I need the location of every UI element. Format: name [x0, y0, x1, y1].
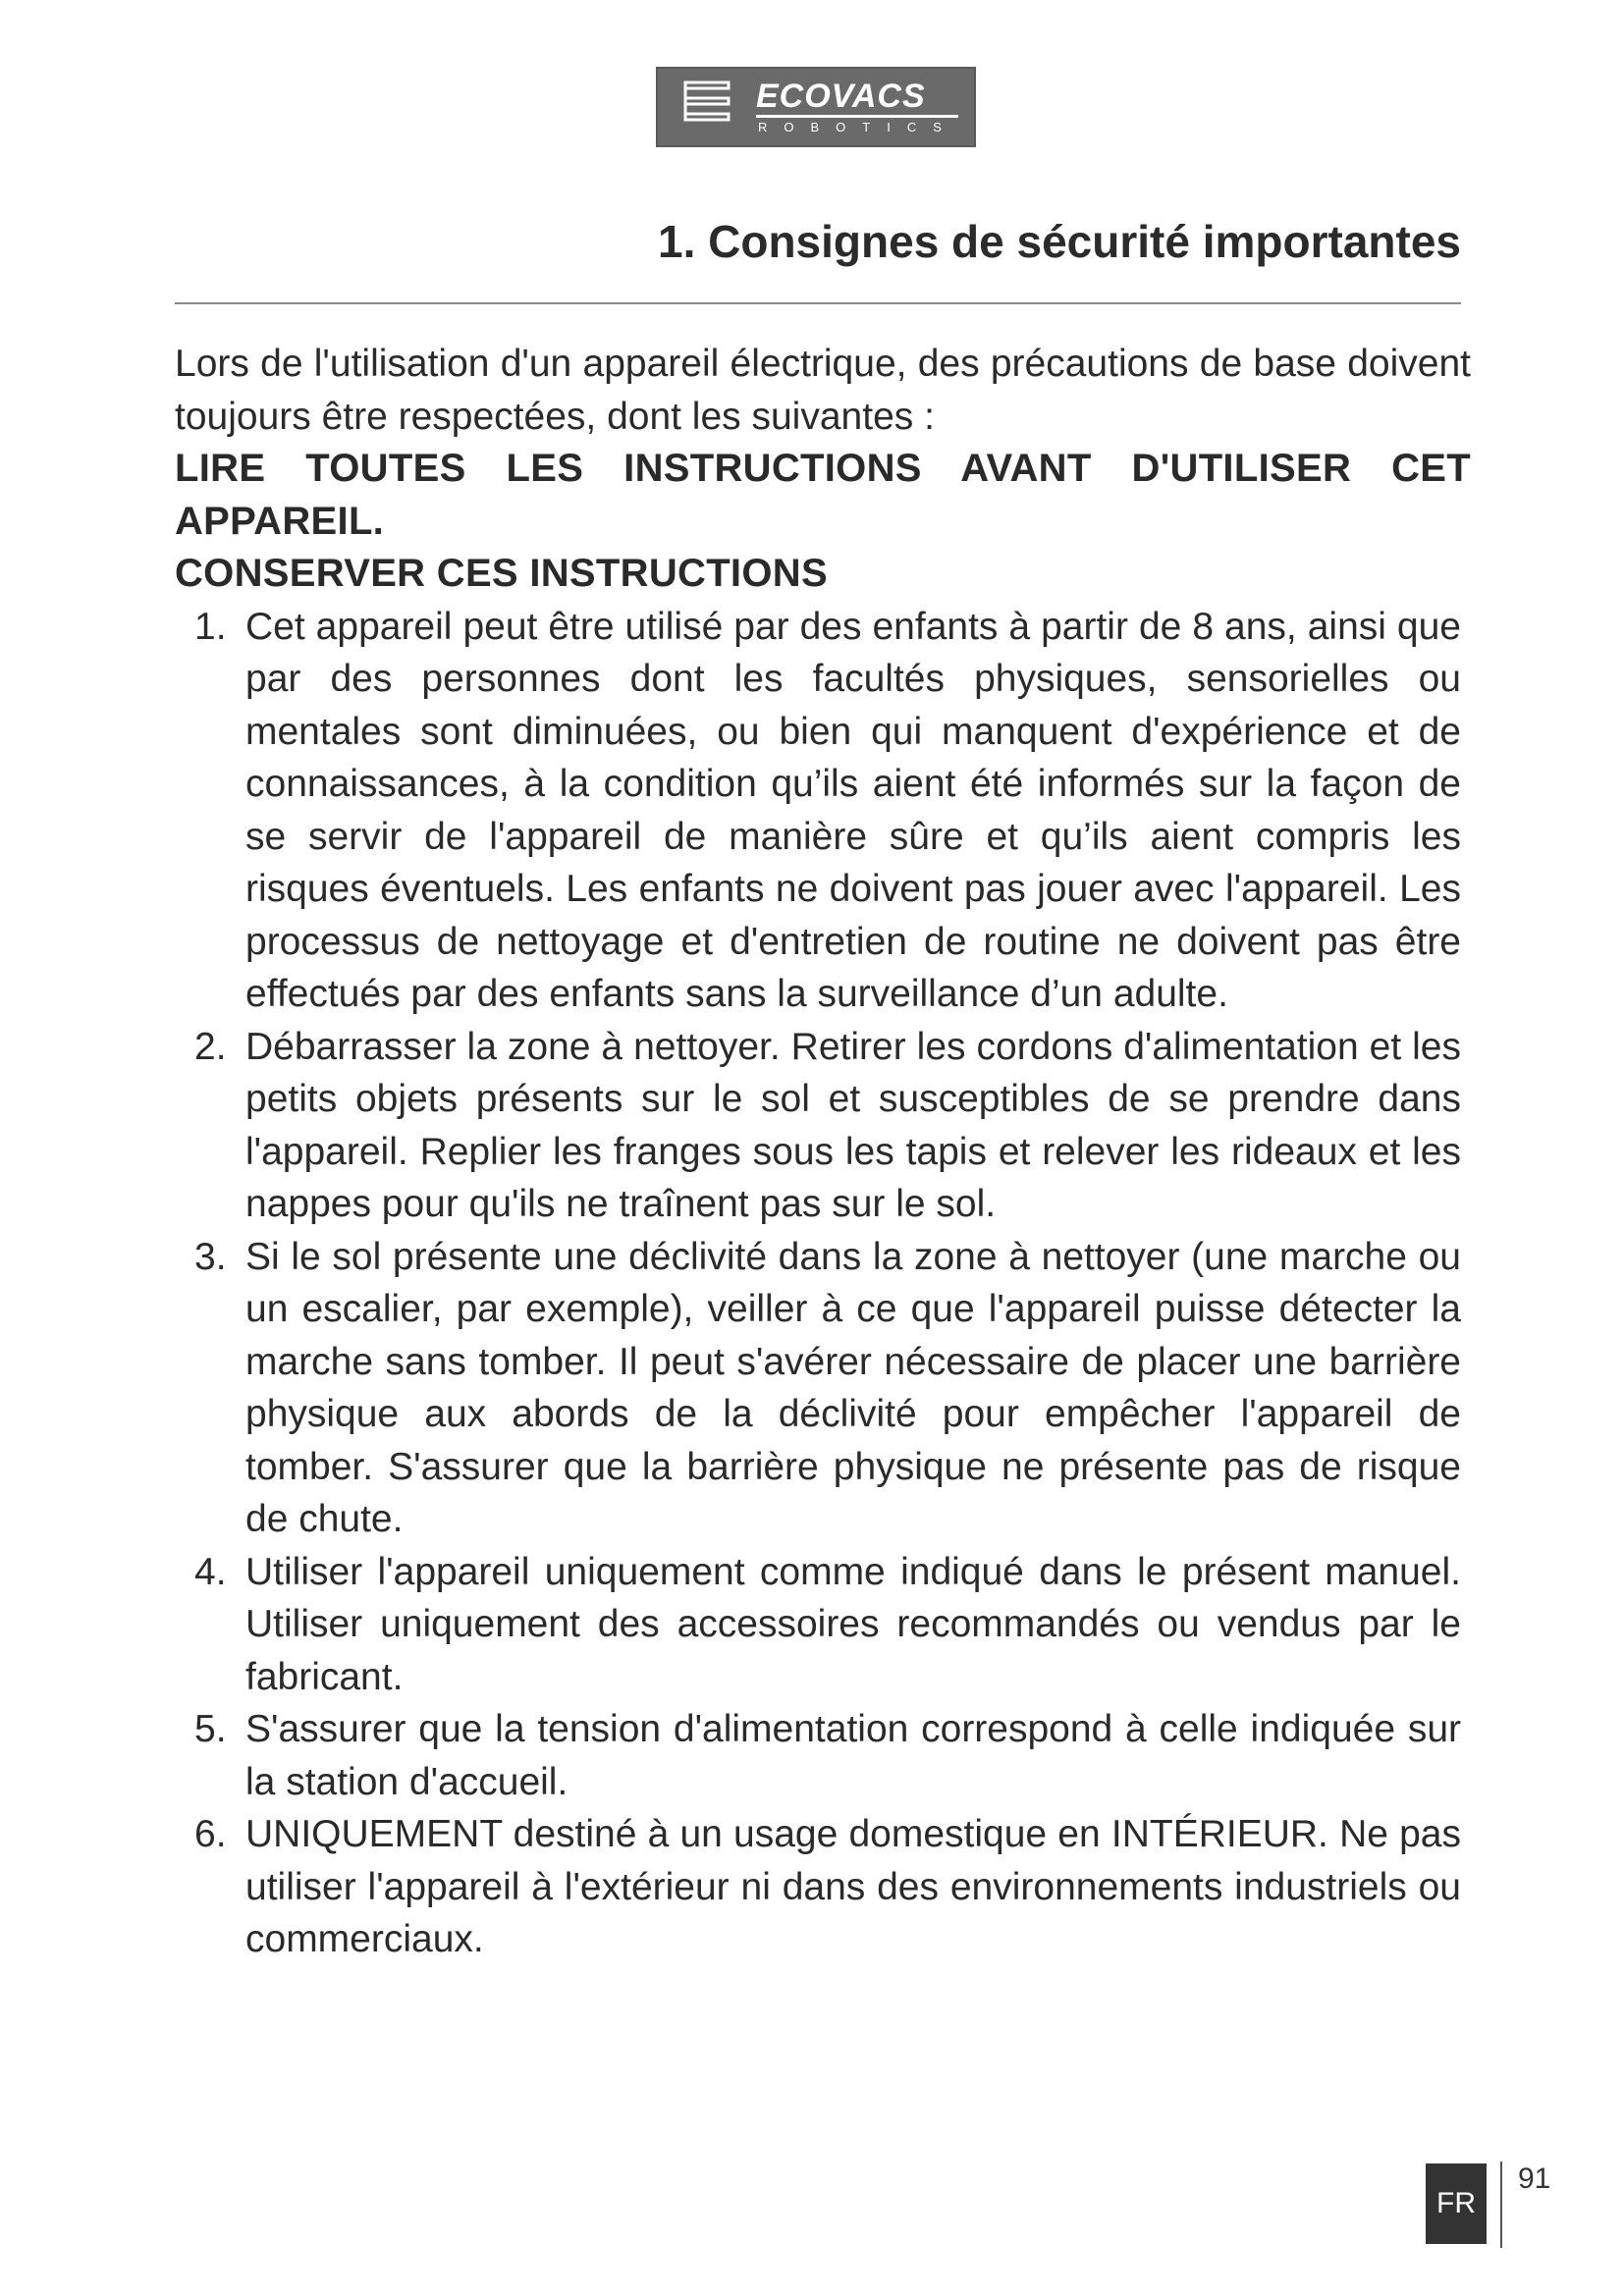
- safety-instructions-list: [175, 601, 1471, 1966]
- footer-divider: [1500, 2162, 1502, 2248]
- list-item-number: 2.: [194, 1025, 227, 1068]
- page-number: 91: [1518, 2163, 1551, 2195]
- list-item-text: UNIQUEMENT destiné à un usage domestique en INTÉRIEUR. Ne pas utiliser l'appareil à l'extérieur ni dans des environnements industriels ou commerciaux.: [245, 1813, 1461, 1960]
- list-item-number: 4.: [194, 1550, 227, 1593]
- list-item-number: 1.: [194, 605, 227, 648]
- logo-subtitle-text: ROBOTICS: [758, 120, 958, 134]
- section-title: 1. Consignes de sécurité importantes: [657, 216, 1461, 267]
- ecovacs-emblem-icon: [679, 69, 738, 145]
- list-item: [175, 1021, 1471, 1231]
- warning-read-instructions: LIRE TOUTES LES INSTRUCTIONS AVANT D'UTILISER CET APPAREIL.: [175, 447, 1471, 543]
- list-item-text: Cet appareil peut être utilisé par des enfants à partir de 8 ans, ainsi que par des personnes dont les facultés physiques, sensorielles ou mentales sont diminuées, ou bien qui manquent d'expérience et de connaissances, à la condition qu’ils aient été informés sur la façon de se servir de l'appareil de manière sûre et qu’ils aient compris les risques éventuels. Les enfants ne doivent pas jouer avec l'appareil. Les processus de nettoyage et d'entretien de routine ne doivent pas être effectués par des enfants sans la surveillance d’un adulte.: [245, 605, 1461, 1015]
- logo-underline: [756, 115, 958, 118]
- list-item-number: 5.: [194, 1708, 227, 1750]
- title-divider: [175, 302, 1461, 304]
- logo-brand-text: ECOVACS: [756, 78, 926, 115]
- list-item: [175, 601, 1471, 1021]
- list-item-text: S'assurer que la tension d'alimentation correspond à celle indiquée sur la station d'accueil.: [245, 1708, 1461, 1803]
- list-item-text: Si le sol présente une déclivité dans la zone à nettoyer (une marche ou un escalier, par exemple), veiller à ce que l'appareil puisse détecter la marche sans tomber. Il peut s'avérer nécessaire de placer une barrière physique aux abords de la déclivité pour empêcher l'appareil de tomber. S'assurer que la barrière physique ne présente pas de risque de chute.: [245, 1235, 1461, 1540]
- intro-paragraph: Lors de l'utilisation d'un appareil électrique, des précautions de base doivent toujours être respectées, dont les suivantes :: [175, 343, 1471, 438]
- ecovacs-logo: [656, 67, 976, 147]
- list-item: [175, 1546, 1471, 1704]
- list-item-text: Débarrasser la zone à nettoyer. Retirer les cordons d'alimentation et les petits objets présents sur le sol et susceptibles de se prendre dans l'appareil. Replier les franges sous les tapis et relever les rideaux et les nappes pour qu'ils ne traînent pas sur le sol.: [245, 1025, 1461, 1225]
- list-item: [175, 1231, 1471, 1546]
- main-content: [175, 338, 1471, 1966]
- list-item-number: 6.: [194, 1813, 227, 1855]
- warning-keep-instructions: CONSERVER CES INSTRUCTIONS: [175, 552, 828, 595]
- list-item-number: 3.: [194, 1235, 227, 1278]
- list-item: [175, 1703, 1471, 1808]
- list-item: [175, 1808, 1471, 1966]
- list-item-text: Utiliser l'appareil uniquement comme indiqué dans le présent manuel. Utiliser uniquement des accessoires recommandés ou vendus par le fabricant.: [245, 1550, 1461, 1698]
- language-badge: FR: [1426, 2163, 1487, 2244]
